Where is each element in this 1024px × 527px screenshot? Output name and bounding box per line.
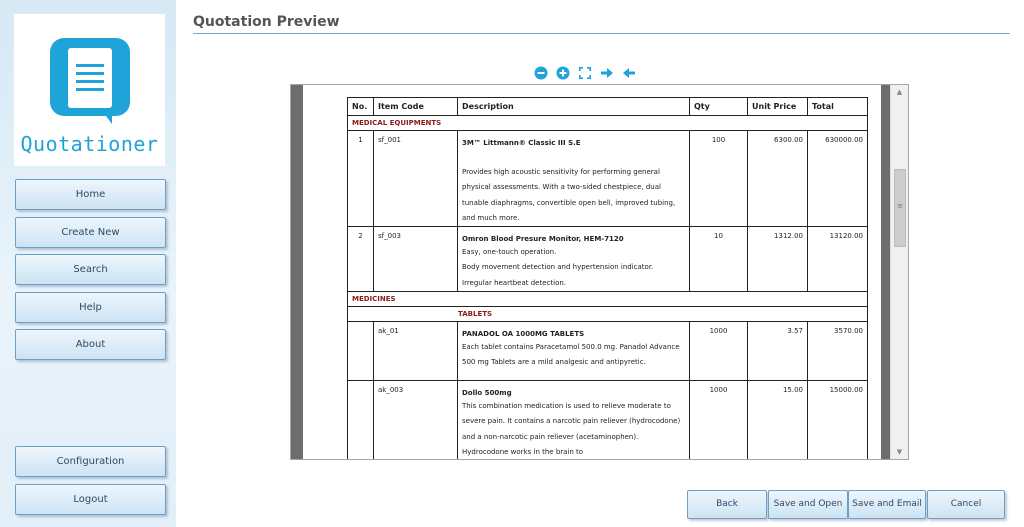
row-total: 630000.00 <box>808 131 868 227</box>
table-row <box>348 227 868 292</box>
row-total: 3570.00 <box>808 322 868 381</box>
col-header-unit-price: Unit Price <box>748 98 808 116</box>
section-title: MEDICINES <box>348 292 868 307</box>
row-qty: 100 <box>690 131 748 227</box>
row-total: 13120.00 <box>808 227 868 292</box>
page-title: Quotation Preview <box>193 14 340 30</box>
table-row <box>348 322 868 381</box>
row-unit-price: 1312.00 <box>748 227 808 292</box>
quotation-preview-viewer[interactable] <box>290 84 909 460</box>
sidebar <box>0 0 176 527</box>
help-button[interactable]: Help <box>15 292 166 323</box>
row-description <box>458 322 690 381</box>
item-name: 3M™ Littmann® Classic III S.E <box>462 139 581 147</box>
back-button[interactable]: Back <box>687 490 767 519</box>
search-button[interactable]: Search <box>15 254 166 285</box>
section-row <box>348 116 868 131</box>
header-divider <box>193 33 1010 34</box>
previous-page-icon[interactable] <box>622 66 636 80</box>
row-no: 1 <box>348 131 374 227</box>
item-description-line: Easy, one-touch operation. <box>462 248 557 257</box>
row-qty: 10 <box>690 227 748 292</box>
row-unit-price: 15.00 <box>748 381 808 459</box>
item-description-line: Body movement detection and hypertension indicator. <box>462 263 654 272</box>
row-unit-price: 6300.00 <box>748 131 808 227</box>
row-item-code: ak_003 <box>374 381 458 459</box>
create-new-button[interactable]: Create New <box>15 217 166 248</box>
cancel-button[interactable]: Cancel <box>927 490 1005 519</box>
logo-text: Quotationer <box>20 132 159 156</box>
item-description-line: Irregular heartbeat detection. <box>462 278 567 287</box>
row-item-code: sf_003 <box>374 227 458 292</box>
subsection-title: TABLETS <box>348 307 868 322</box>
row-item-code: ak_01 <box>374 322 458 381</box>
col-header-item-code: Item Code <box>374 98 458 116</box>
vertical-scrollbar[interactable] <box>890 85 908 459</box>
row-description <box>458 131 690 227</box>
app-logo <box>14 14 165 166</box>
scroll-down-icon[interactable]: ▼ <box>896 448 903 456</box>
subsection-row <box>348 307 868 322</box>
row-no <box>348 322 374 381</box>
zoom-in-icon[interactable] <box>556 66 570 80</box>
row-description <box>458 227 690 292</box>
row-no <box>348 381 374 459</box>
document-icon <box>50 38 130 126</box>
about-button[interactable]: About <box>15 329 166 360</box>
row-qty: 1000 <box>690 322 748 381</box>
section-row <box>348 292 868 307</box>
item-name: Dollo 500mg <box>462 389 512 398</box>
col-header-total: Total <box>808 98 868 116</box>
home-button[interactable]: Home <box>15 179 166 210</box>
preview-page <box>303 85 881 459</box>
col-header-qty: Qty <box>690 98 748 116</box>
table-header-row <box>348 98 868 116</box>
col-header-no: No. <box>348 98 374 116</box>
zoom-out-icon[interactable] <box>534 66 548 80</box>
col-header-description: Description <box>458 98 690 116</box>
row-qty: 1000 <box>690 381 748 459</box>
row-item-code: sf_001 <box>374 131 458 227</box>
scrollbar-thumb[interactable] <box>894 169 906 247</box>
item-name: PANADOL OA 1000MG TABLETS <box>462 330 585 339</box>
table-row <box>348 381 868 459</box>
row-total: 15000.00 <box>808 381 868 459</box>
fit-page-icon[interactable] <box>578 66 592 80</box>
item-name: Omron Blood Presure Monitor, HEM-7120 <box>462 235 624 244</box>
configuration-button[interactable]: Configuration <box>15 446 166 477</box>
item-description: This combination medication is used to relieve moderate to severe pain. It contains a narcotic pain reliever (hydrocodone) and a non-narcotic pain reliever (acetaminophen). Hydrocodone works in the brain to <box>462 402 681 456</box>
row-unit-price: 3.57 <box>748 322 808 381</box>
save-and-email-button[interactable]: Save and Email <box>848 490 926 519</box>
table-row <box>348 131 868 227</box>
section-title: MEDICAL EQUIPMENTS <box>348 116 868 131</box>
item-description: Provides high acoustic sensitivity for performing general physical assessments. With a two-sided chestpiece, dual tunable diaphragms, convertible open bell, improved tubing, and much more. <box>462 168 676 222</box>
scroll-up-icon[interactable]: ▲ <box>896 88 903 96</box>
quotation-table <box>347 97 868 459</box>
next-page-icon[interactable] <box>600 66 614 80</box>
save-and-open-button[interactable]: Save and Open <box>768 490 848 519</box>
logout-button[interactable]: Logout <box>15 484 166 515</box>
row-description <box>458 381 690 459</box>
grip-icon: ≡ <box>897 202 903 210</box>
item-description: Each tablet contains Paracetamol 500.0 mg. Panadol Advance 500 mg Tablets are a mild analgesic and antipyretic. <box>462 343 680 367</box>
row-no: 2 <box>348 227 374 292</box>
